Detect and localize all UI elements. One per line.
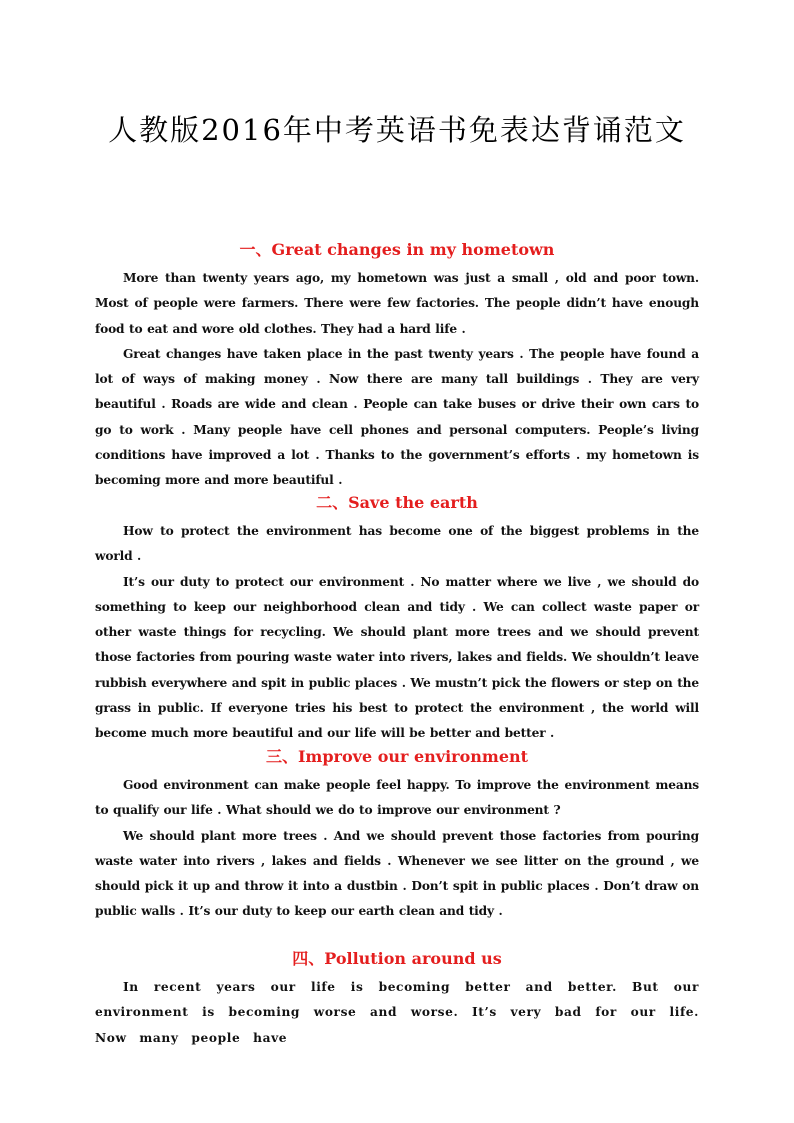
section-pollution-around-us xyxy=(95,947,699,1051)
section-heading: 二、Save the earth xyxy=(316,493,478,512)
paragraph: In recent years our life is becoming better and better. But our environment is becoming worse and worse. It’s very bad for our life. Now many people have xyxy=(95,980,699,1045)
paragraph: Good environment can make people feel happy. To improve the environment means to qualify our life . What should we do to improve our environment ? xyxy=(95,778,699,818)
paragraph: Great changes have taken place in the past twenty years . The people have found a lot of ways of making money . Now there are many tall buildings . They are very beautiful . Roads are wide and clean . People can take buses or drive their own cars to go to work . Many people have cell phones and personal computers. People’s living conditions have improved a lot . Thanks to the government’s efforts . my hometown is becoming more and more beautiful . xyxy=(95,346,699,488)
paragraph: More than twenty years ago, my hometown was just a small , old and poor town. Most of people were farmers. There were few factories. The people didn’t have enough food to eat and wore old clothes. They had a hard life . xyxy=(95,271,699,336)
section-great-changes xyxy=(95,238,699,494)
section-heading: 四、Pollution around us xyxy=(292,949,502,968)
section-save-the-earth xyxy=(95,491,699,747)
paragraph: It’s our duty to protect our environment . No matter where we live , we should do something to keep our neighborhood clean and tidy . We can collect waste paper or other waste things for recycling. We should plant more trees and we should prevent those factories from pouring waste water into rivers, lakes and fields. We shouldn’t leave rubbish everywhere and spit in public places . We mustn’t pick the flowers or step on the grass in public. If everyone tries his best to protect the environment , the world will become much more beautiful and our life will be better and better . xyxy=(95,574,699,741)
paragraph: How to protect the environment has become one of the biggest problems in the world . xyxy=(95,524,699,564)
section-heading: 三、Improve our environment xyxy=(265,747,529,766)
paragraph: We should plant more trees . And we should prevent those factories from pouring waste water into rivers , lakes and fields . Whenever we see litter on the ground , we should pick it up and throw it into a dustbin . Don’t spit in public places . Don’t draw on public walls . It’s our duty to keep our earth clean and tidy . xyxy=(95,828,699,919)
document-title: 人教版2016年中考英语书免表达背诵范文 xyxy=(108,113,686,147)
section-heading: 一、Great changes in my hometown xyxy=(239,240,555,259)
section-improve-environment xyxy=(95,745,699,925)
